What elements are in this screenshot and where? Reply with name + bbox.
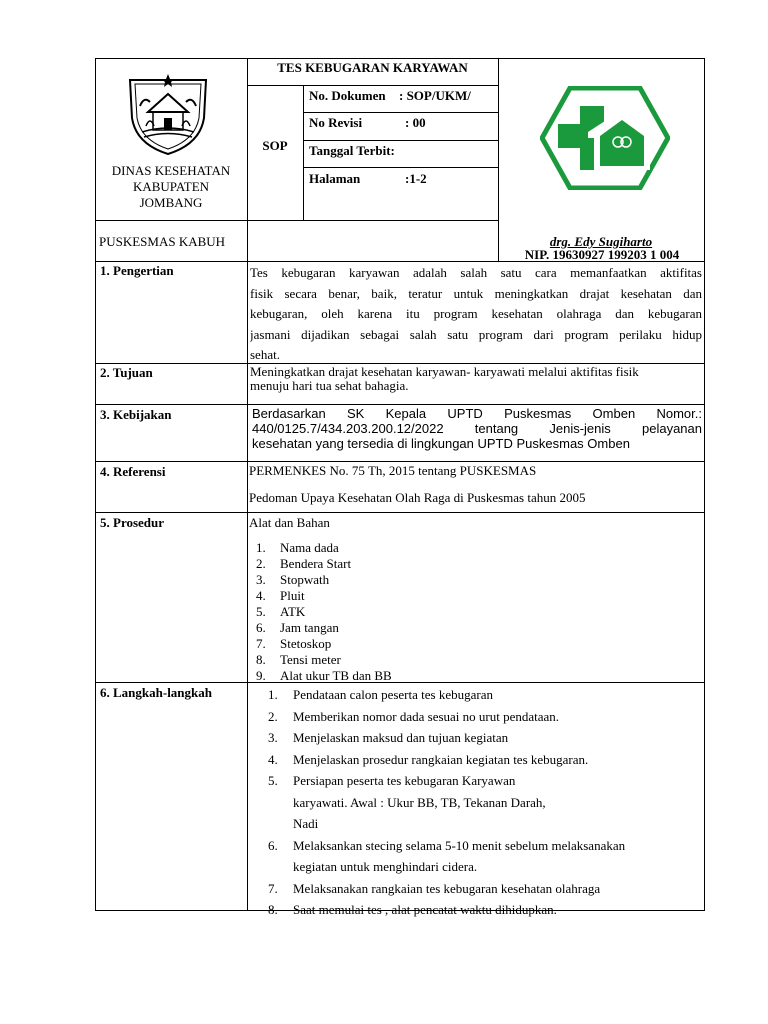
page-value: :1-2 bbox=[405, 171, 427, 186]
pengertian-line: Tes kebugaran karyawan adalah salah satu cara memanfaatkan aktifitas bbox=[250, 265, 702, 280]
pengertian-line: fisik secara benar, baik, teratur untuk meningkatkan drajat kesehatan dan bbox=[250, 285, 702, 301]
list-item: 8. Tensi meter bbox=[256, 652, 341, 667]
org-line-3: JOMBANG bbox=[139, 195, 203, 210]
list-item: 5. ATK bbox=[256, 604, 306, 619]
list-item: 6. Melaksankan stecing selama 5-10 menit sebelum melaksanakan bbox=[268, 837, 626, 853]
section-label-pengertian: 1. Pengertian bbox=[100, 263, 174, 278]
pengertian-text bbox=[250, 263, 702, 361]
section-label-referensi: 4. Referensi bbox=[100, 464, 166, 479]
revision-value: : 00 bbox=[405, 115, 426, 130]
prosedur-intro: Alat dan Bahan bbox=[249, 515, 330, 530]
kebijakan-text bbox=[252, 406, 702, 451]
document-title: TES KEBUGARAN KARYAWAN bbox=[277, 60, 468, 75]
org-line-2: KABUPATEN bbox=[132, 179, 210, 194]
list-item: 8. Saat memulai tes , alat pencatat waktu dihidupkan. bbox=[268, 902, 557, 917]
list-item: 6. Jam tangan bbox=[256, 620, 339, 635]
list-item: 9. Alat ukur TB dan BB bbox=[256, 668, 392, 683]
sop-label: SOP bbox=[262, 138, 288, 153]
list-item-cont: kegiatan untuk menghindari cidera. bbox=[293, 859, 478, 874]
jombang-emblem bbox=[120, 66, 216, 158]
list-item: 2. Memberikan nomor dada sesuai no urut pendataan. bbox=[268, 708, 560, 724]
kebijakan-line: kesehatan yang tersedia di lingkungan UPTD Puskesmas Omben bbox=[252, 436, 630, 451]
tujuan-line: menuju hari tua sehat bahagia. bbox=[250, 378, 409, 393]
kebijakan-line: 440/0125.7/434.203.200.12/2022 tentang Jenis-jenis pelayanan bbox=[252, 421, 702, 436]
kebijakan-line: Berdasarkan SK Kepala UPTD Puskesmas Omben Nomor.: bbox=[252, 406, 702, 421]
doc-number-label: No. Dokumen bbox=[309, 88, 386, 103]
list-item-cont: karyawati. Awal : Ukur BB, TB, Tekanan Darah, bbox=[293, 794, 546, 810]
list-item: 1. Pendataan calon peserta tes kebugaran bbox=[268, 687, 493, 702]
tujuan-text bbox=[250, 365, 702, 393]
revision-label: No Revisi bbox=[309, 115, 363, 130]
pengertian-line: kebugaran, oleh karena itu program kesehatan olahraga dan kebugaran bbox=[250, 306, 702, 321]
section-label-tujuan: 2. Tujuan bbox=[100, 365, 153, 380]
list-item: 7. Melaksanakan rangkaian tes kebugaran kesehatan olahraga bbox=[268, 880, 601, 896]
referensi-line-1: PERMENKES No. 75 Th, 2015 tentang PUSKESMAS bbox=[249, 463, 537, 478]
list-item: 4. Menjelaskan prosedur rangkaian kegiatan tes kebugaran. bbox=[268, 751, 589, 767]
pengertian-line: jasmani dijadikan sebagai salah satu program dari program perilaku hidup bbox=[250, 326, 702, 342]
signer-name: drg. Edy Sugiharto bbox=[549, 234, 653, 249]
list-item: 4. Pluit bbox=[256, 588, 305, 603]
puskesmas-name: PUSKESMAS KABUH bbox=[99, 234, 226, 249]
list-item: 3. Menjelaskan maksud dan tujuan kegiatan bbox=[268, 730, 509, 745]
list-item: 7. Stetoskop bbox=[256, 636, 332, 651]
page-label: Halaman bbox=[309, 171, 361, 186]
section-label-kebijakan: 3. Kebijakan bbox=[100, 407, 172, 422]
list-item: 2. Bendera Start bbox=[256, 556, 352, 571]
prosedur-list bbox=[256, 540, 696, 683]
tujuan-line: Meningkatkan drajat kesehatan karyawan- karyawati melalui aktifitas fisik bbox=[250, 365, 639, 379]
list-item-cont: Nadi bbox=[293, 816, 319, 831]
signer-nip: NIP. 19630927 199203 1 004 bbox=[524, 247, 680, 262]
org-line-1: DINAS KESEHATAN bbox=[111, 163, 231, 178]
section-label-prosedur: 5. Prosedur bbox=[100, 515, 165, 530]
puskesmas-logo bbox=[540, 86, 670, 190]
list-item: 1. Nama dada bbox=[256, 540, 339, 555]
langkah-list bbox=[268, 684, 702, 921]
list-item: 3. Stopwath bbox=[256, 572, 330, 587]
doc-number-value: : SOP/UKM/ bbox=[399, 88, 471, 103]
list-item: 5. Persiapan peserta tes kebugaran Karyawan bbox=[268, 773, 516, 788]
section-label-langkah: 6. Langkah-langkah bbox=[100, 685, 212, 700]
issue-date-label: Tanggal Terbit: bbox=[309, 143, 395, 158]
pengertian-line: sehat. bbox=[250, 347, 280, 361]
referensi-line-2: Pedoman Upaya Kesehatan Olah Raga di Puskesmas tahun 2005 bbox=[249, 490, 586, 505]
